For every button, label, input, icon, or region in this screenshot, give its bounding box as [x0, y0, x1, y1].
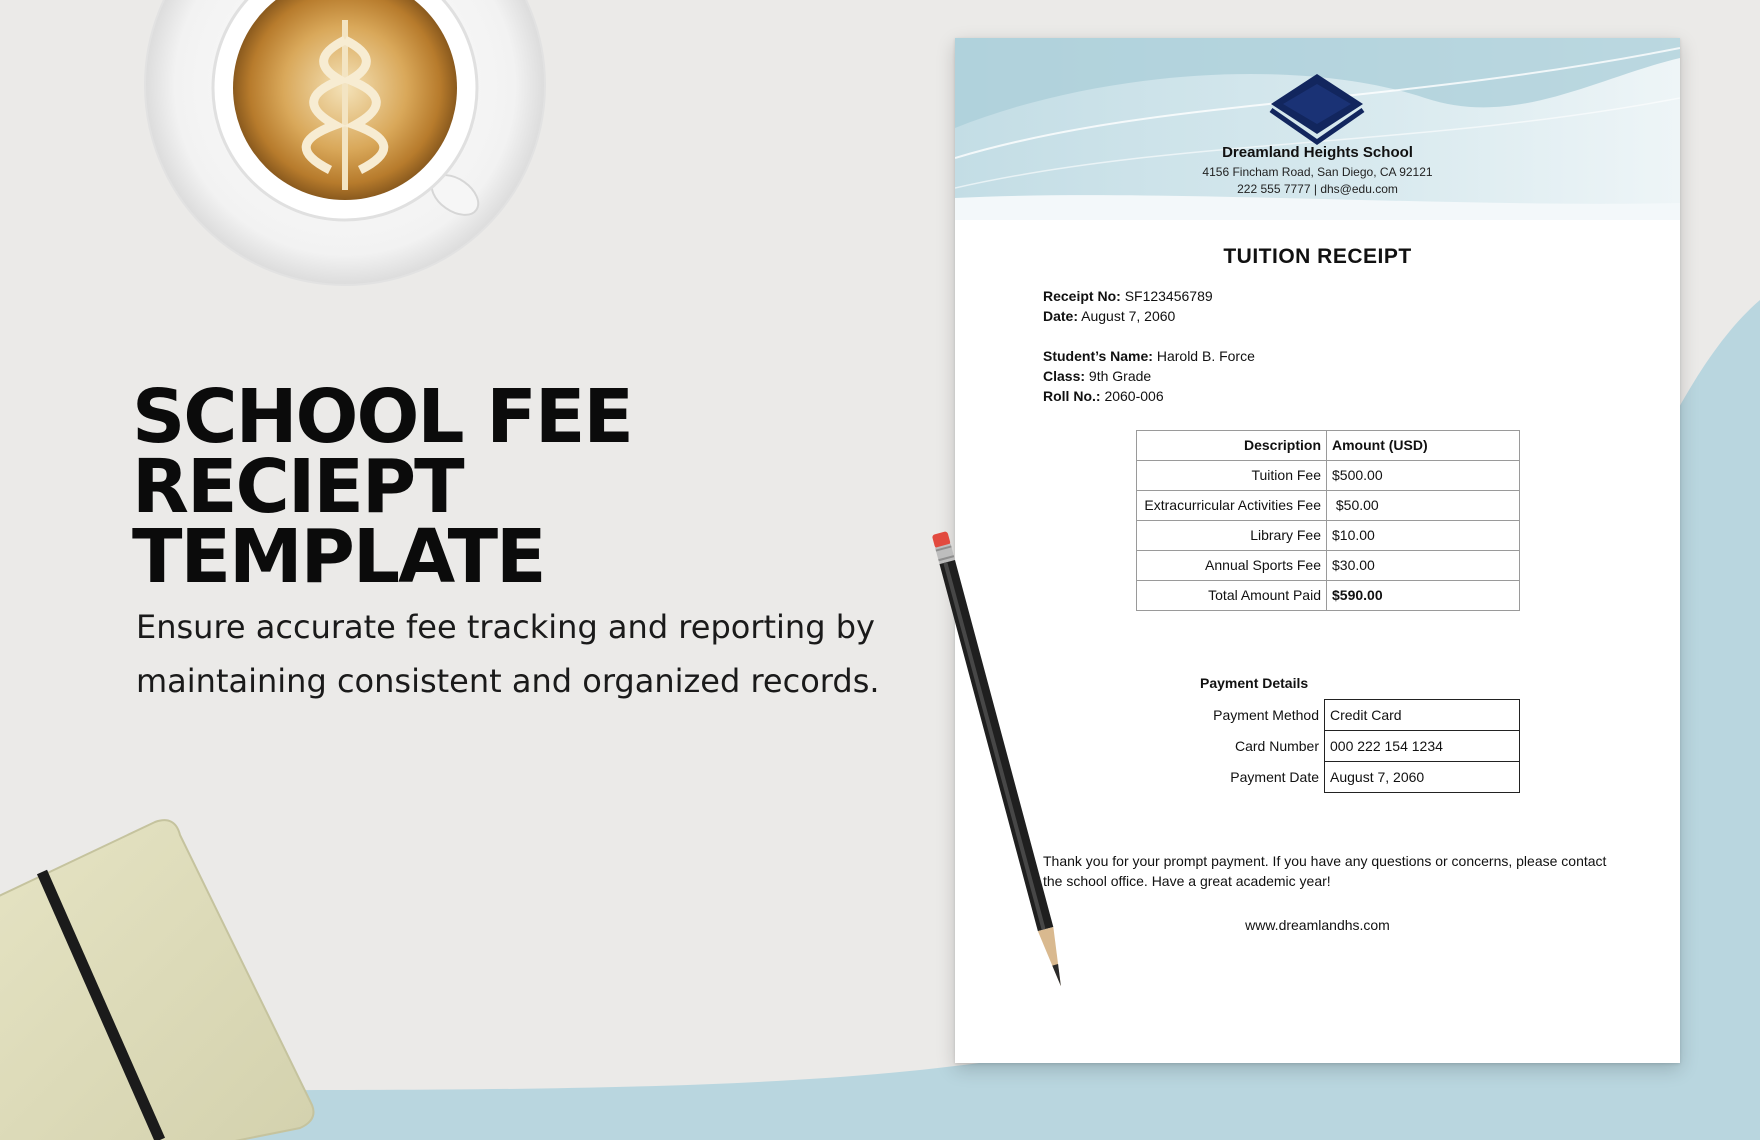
tagline: Ensure accurate fee tracking and reporting by maintaining consistent and organized records.: [136, 608, 880, 700]
headline-line: TEMPLATE: [132, 514, 545, 600]
field-label: Roll No.:: [1043, 388, 1101, 404]
total-amount: $590.00: [1327, 581, 1520, 611]
fee-description: Tuition Fee: [1137, 461, 1327, 491]
payment-label: Card Number: [1234, 738, 1319, 754]
payment-details-title: Payment Details: [1200, 675, 1309, 691]
website-url: www.dreamlandhs.com: [1245, 917, 1390, 933]
payment-label: Payment Method: [1213, 707, 1319, 723]
headline-line: RECIEPT: [132, 444, 463, 530]
field-value: 2060-006: [1104, 388, 1164, 404]
school-address: 4156 Fincham Road, San Diego, CA 92121: [1202, 165, 1433, 179]
column-header-amount: Amount (USD): [1327, 431, 1520, 461]
field-label: Date:: [1043, 308, 1079, 324]
fee-amount: $500.00: [1327, 461, 1520, 491]
total-label: Total Amount Paid: [1137, 581, 1327, 611]
field-value: 9th Grade: [1088, 368, 1152, 384]
field-label: Receipt No:: [1043, 288, 1121, 304]
fee-description: Library Fee: [1137, 521, 1327, 551]
payment-value: 000 222 154 1234: [1325, 731, 1520, 762]
school-contact: 222 555 7777 | dhs@edu.com: [1237, 182, 1398, 196]
column-header-description: Description: [1137, 431, 1327, 461]
school-name: Dreamland Heights School: [1222, 144, 1413, 161]
fee-amount: $10.00: [1327, 521, 1520, 551]
payment-value: Credit Card: [1325, 700, 1520, 731]
receipt-title: TUITION RECEIPT: [1223, 245, 1412, 268]
fee-amount: $30.00: [1327, 551, 1520, 581]
headline-line: SCHOOL FEE: [132, 374, 632, 460]
payment-value: August 7, 2060: [1325, 762, 1520, 793]
field-label: Class:: [1043, 368, 1086, 384]
field-value: August 7, 2060: [1081, 308, 1176, 324]
field-value: Harold B. Force: [1156, 348, 1255, 364]
fee-amount: $50.00: [1327, 491, 1520, 521]
fee-description: Annual Sports Fee: [1137, 551, 1327, 581]
thank-you-note: Thank you for your prompt payment. If you have any questions or concerns, please contact the school office. Have a great academic year!: [1043, 853, 1607, 889]
payment-label: Payment Date: [1230, 769, 1319, 785]
field-value: SF123456789: [1124, 288, 1213, 304]
fee-description: Extracurricular Activities Fee: [1137, 491, 1327, 521]
field-label: Student’s Name:: [1043, 348, 1153, 364]
